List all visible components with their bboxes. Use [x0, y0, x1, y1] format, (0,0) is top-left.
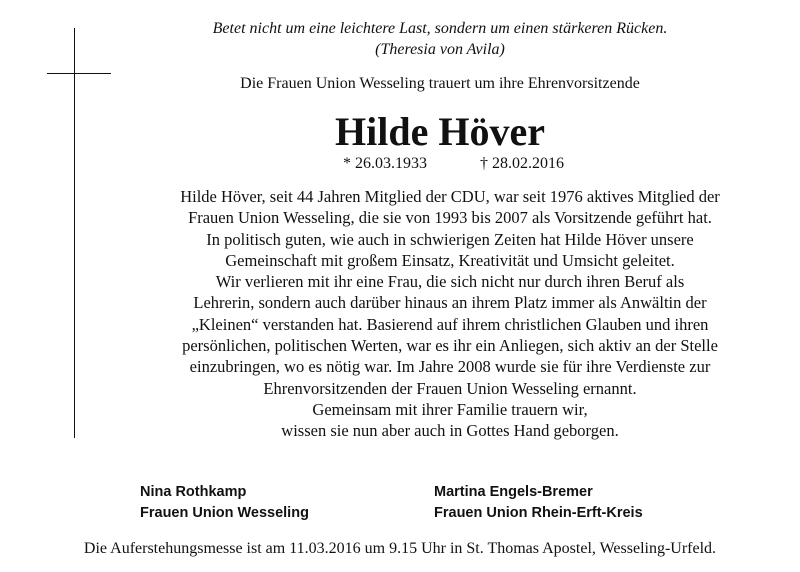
signature-right-name: Martina Engels-Bremer — [434, 484, 593, 500]
death-date: † 28.02.2016 — [480, 155, 564, 172]
body-line: Gemeinschaft mit großem Einsatz, Kreativität und Umsicht geleitet. — [225, 250, 675, 270]
quote-source: (Theresia von Avila) — [375, 41, 505, 58]
deceased-name: Hilde Höver — [335, 109, 545, 154]
signature-right — [434, 482, 643, 524]
birth-date: * 26.03.1933 — [343, 155, 427, 172]
body-line: Gemeinsam mit ihrer Familie trauern wir, — [312, 399, 588, 419]
signature-left-name: Nina Rothkamp — [140, 484, 247, 500]
body-line: „Kleinen“ verstanden hat. Basierend auf ihrem christlichen Glauben und ihren — [191, 314, 709, 334]
signature-left-org: Frauen Union Wesseling — [140, 505, 309, 521]
cross-vertical-bar — [74, 28, 75, 438]
body-line: Lehrerin, sondern auch darüber hinaus an ihrem Platz immer als Anwältin der — [193, 293, 707, 313]
cross-symbol-icon — [47, 28, 111, 438]
signature-right-org: Frauen Union Rhein-Erft-Kreis — [434, 505, 643, 521]
quote-text: Betet nicht um eine leichtere Last, sondern um einen stärkeren Rücken. — [212, 20, 668, 37]
body-line: wissen sie nun aber auch in Gottes Hand geborgen. — [281, 421, 619, 441]
body-line: Ehrenvorsitzenden der Frauen Union Wesseling ernannt. — [263, 378, 637, 398]
body-line: Wir verlieren mit ihr eine Frau, die sich nicht nur durch ihren Beruf als — [215, 272, 685, 292]
mass-notice: Die Auferstehungsmesse ist am 11.03.2016 um 9.15 Uhr in St. Thomas Apostel, Wesseling-Urfeld. — [83, 540, 717, 557]
quote-block — [160, 18, 720, 60]
cross-horizontal-bar — [47, 73, 111, 74]
intro-line: Die Frauen Union Wesseling trauert um ihre Ehrenvorsitzende — [240, 75, 640, 92]
signature-left — [140, 482, 309, 524]
body-line: persönlichen, politischen Werten, war es ihr ein Anliegen, sich aktiv an der Stelle — [182, 336, 718, 356]
body-line: In politisch guten, wie auch in schwierigen Zeiten hat Hilde Höver unsere — [206, 229, 694, 249]
body-line: Frauen Union Wesseling, die sie von 1993 bis 2007 als Vorsitzende geführt hat. — [188, 208, 712, 228]
obituary-body — [130, 186, 770, 442]
body-line: einzubringen, wo es nötig war. Im Jahre 2008 wurde sie für ihre Verdienste zur — [189, 357, 711, 377]
body-line: Hilde Höver, seit 44 Jahren Mitglied der CDU, war seit 1976 aktives Mitglied der — [180, 187, 720, 206]
